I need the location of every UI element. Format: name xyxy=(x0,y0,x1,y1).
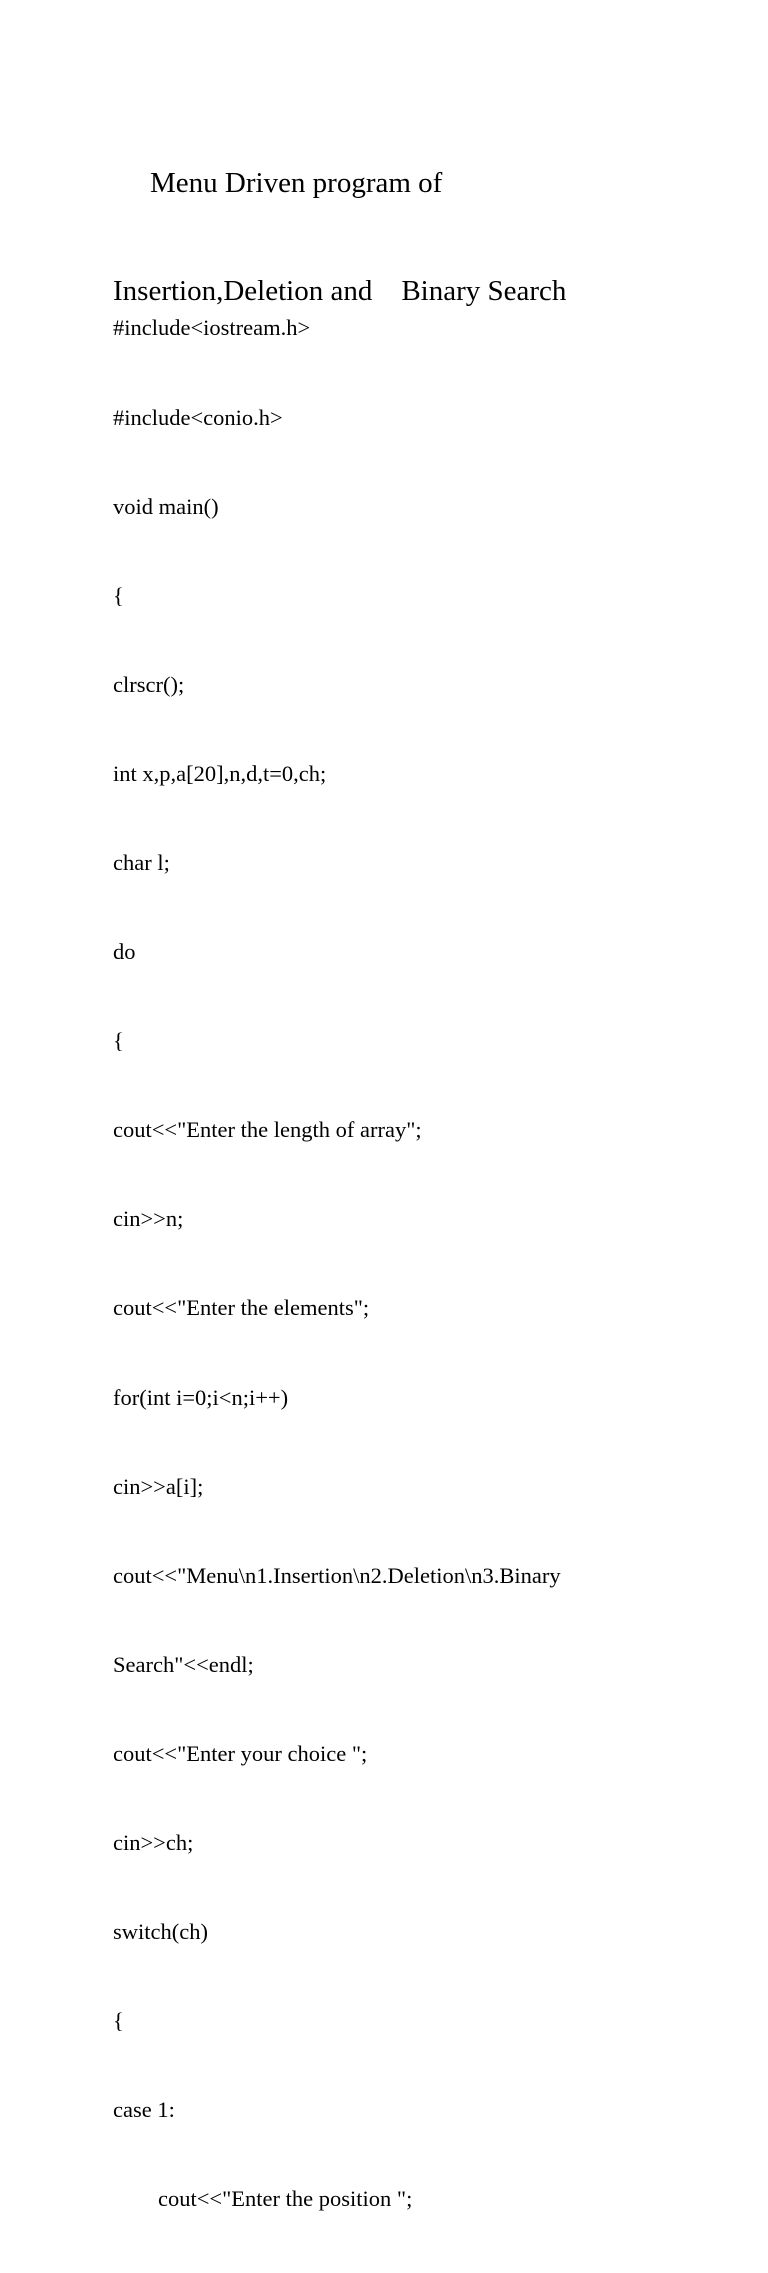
code-line: cin>>n; xyxy=(113,1206,184,1232)
code-line: { xyxy=(113,1028,124,1054)
code-line: { xyxy=(113,582,124,608)
code-line: do xyxy=(113,939,136,965)
title-line-1: Menu Driven program of xyxy=(150,167,443,199)
code-line: cout<<"Enter your choice "; xyxy=(113,1740,368,1766)
code-line: cin>>a[i]; xyxy=(113,1473,204,1499)
code-line: Search"<<endl; xyxy=(113,1651,254,1677)
code-line: cout<<"Enter the position "; xyxy=(158,2186,413,2212)
code-listing xyxy=(113,254,561,2273)
code-line: #include<conio.h> xyxy=(113,404,283,430)
code-line: #include<iostream.h> xyxy=(113,315,311,341)
code-line: cin>>ch; xyxy=(113,1830,194,1855)
code-line: { xyxy=(113,2008,124,2034)
code-line: void main() xyxy=(113,493,219,519)
code-line: char l; xyxy=(113,849,170,875)
title-line-2: Insertion,Deletion and Binary Search xyxy=(113,275,567,307)
code-line: cout<<"Enter the length of array"; xyxy=(113,1117,422,1143)
code-line: cout<<"Menu\n1.Insertion\n2.Deletion\n3.Binary xyxy=(113,1562,561,1588)
code-line: clrscr(); xyxy=(113,671,185,697)
code-line: switch(ch) xyxy=(113,1919,208,1945)
code-line: for(int i=0;i<n;i++) xyxy=(113,1384,289,1410)
code-line: int x,p,a[20],n,d,t=0,ch; xyxy=(113,760,327,786)
code-line: case 1: xyxy=(113,2097,175,2123)
code-line: cout<<"Enter the elements"; xyxy=(113,1295,370,1321)
